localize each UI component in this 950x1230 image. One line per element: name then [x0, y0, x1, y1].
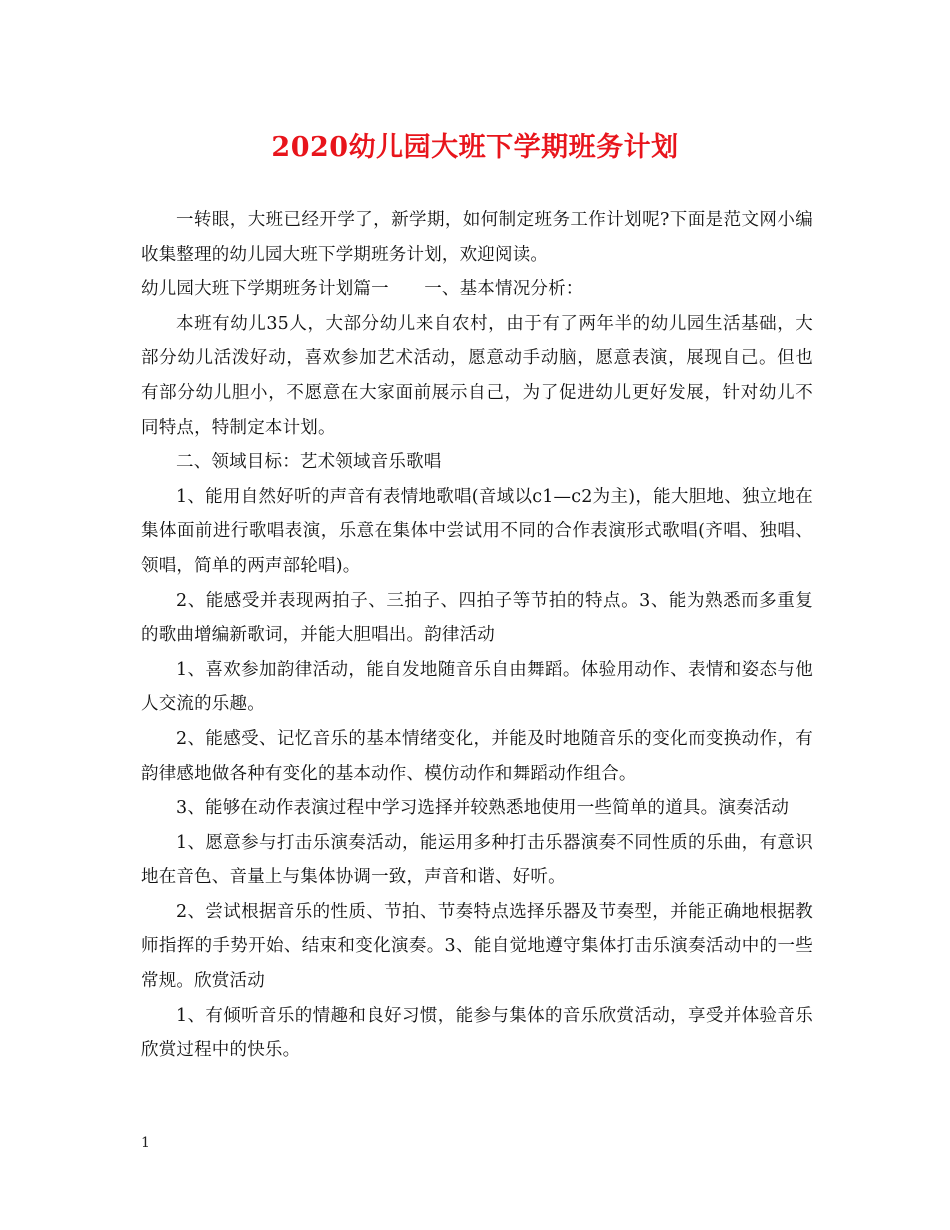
rhythm-goal-2: 2、能感受、记忆音乐的基本情绪变化，并能及时地随音乐的变化而变换动作，有韵律感地做各种有变化的基本动作、模仿动作和舞蹈动作组合。 — [141, 728, 813, 784]
singing-goal-1: 1、能用自然好听的声音有表情地歌唱(音域以c1—c2为主)，能大胆地、独立地在集体面前进行歌唱表演，乐意在集体中尝试用不同的合作表演形式歌唱(齐唱、独唱、领唱，简单的两声部轮唱)。 — [141, 486, 813, 576]
basic-situation-paragraph: 本班有幼儿35人，大部分幼儿来自农村，由于有了两年半的幼儿园生活基础，大部分幼儿活泼好动，喜欢参加艺术活动，愿意动手动脑，愿意表演，展现自己。但也有部分幼儿胆小，不愿意在大家面前展示自己，为了促进幼儿更好发展，针对幼儿不同特点，特制定本计划。 — [141, 313, 813, 438]
rhythm-goal-1: 1、喜欢参加韵律活动，能自发地随音乐自由舞蹈。体验用动作、表情和姿态与他人交流的乐趣。 — [141, 659, 813, 715]
rhythm-goal-3: 3、能够在动作表演过程中学习选择并较熟悉地使用一些简单的道具。演奏活动 — [176, 798, 790, 819]
appreciation-goal-1: 1、有倾听音乐的情趣和良好习惯，能参与集体的音乐欣赏活动，享受并体验音乐欣赏过程中的快乐。 — [141, 1005, 813, 1061]
document-body — [141, 203, 813, 1068]
page-number: 1 — [141, 1135, 150, 1151]
intro-paragraph: 一转眼，大班已经开学了，新学期，如何制定班务工作计划呢?下面是范文网小编收集整理的幼儿园大班下学期班务计划，欢迎阅读。 — [141, 210, 813, 265]
performance-goal-1: 1、愿意参与打击乐演奏活动，能运用多种打击乐器演奏不同性质的乐曲，有意识地在音色、音量上与集体协调一致，声音和谐、好听。 — [141, 832, 813, 888]
document-title: 2020幼儿园大班下学期班务计划 — [271, 132, 679, 163]
section-heading-domain-goals: 二、领域目标：艺术领域音乐歌唱 — [176, 452, 442, 473]
singing-goal-2-3: 2、能感受并表现两拍子、三拍子、四拍子等节拍的特点。3、能为熟悉而多重复的歌曲增编新歌词，并能大胆唱出。韵律活动 — [141, 590, 813, 646]
performance-goal-2-3: 2、尝试根据音乐的性质、节拍、节奏特点选择乐器及节奏型，并能正确地根据教师指挥的手势开始、结束和变化演奏。3、能自觉地遵守集体打击乐演奏活动中的一些常规。欣赏活动 — [141, 901, 813, 992]
section-heading-basic-situation: 幼儿园大班下学期班务计划篇一 一、基本情况分析： — [141, 279, 584, 300]
